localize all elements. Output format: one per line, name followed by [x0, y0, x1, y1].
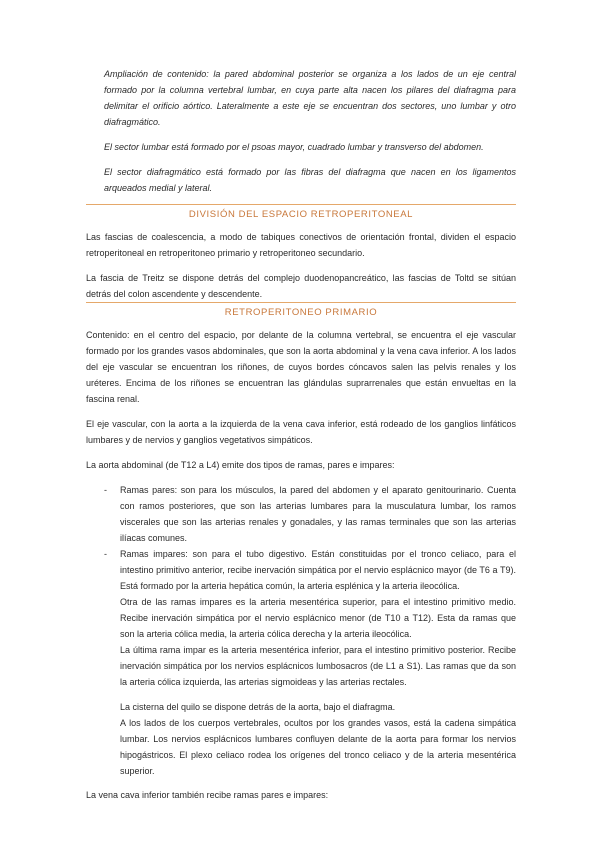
- list-item-text: Ramas impares: son para el tubo digestivo. Están constituidas por el tronco celiaco, para el intestino primitivo anterior, recibe inervación simpática por el nervio esplácnico mayor (de T6 a T9). Está formado por la arteria hepática común, la arteria esplénica y la arteria ileocólica.: [120, 549, 516, 591]
- intro-paragraph: Ampliación de contenido: la pared abdominal posterior se organiza a los lados de un eje central formado por la columna vertebral lumbar, en cuya parte alta nacen los pilares del diafragma para delimitar el orificio aórtico. Lateralmente a este eje se encuentran dos sectores, uno lumbar y otro diafragmático.: [104, 69, 516, 127]
- ramas-list: [86, 482, 516, 779]
- body-paragraph: La vena cava inferior también recibe ramas pares e impares:: [86, 790, 329, 800]
- list-item-text: A los lados de los cuerpos vertebrales, ocultos por los grandes vasos, está la cadena simpática lumbar. Los nervios esplácnicos lumbares confluyen delante de la aorta para formar los nervios hipogástricos. El plexo celiaco rodea los orígenes del tronco celiaco y de la arteria mesentérica superior.: [120, 718, 516, 776]
- bullet-dash: -: [104, 485, 107, 495]
- list-item-text: La cisterna del quilo se dispone detrás de la aorta, bajo el diafragma.: [120, 702, 396, 712]
- intro-block: [104, 66, 516, 205]
- body-paragraph: La fascia de Treitz se dispone detrás del complejo duodenopancreático, las fascias de Toltd se sitúan detrás del colon ascendente y descendente.: [86, 273, 516, 299]
- intro-paragraph: El sector diafragmático está formado por las fibras del diafragma que nacen en los ligamentos arqueados medial y lateral.: [104, 167, 516, 193]
- list-item: [86, 546, 516, 779]
- body-paragraph: La aorta abdominal (de T12 a L4) emite dos tipos de ramas, pares e impares:: [86, 460, 395, 470]
- division-section: [86, 204, 516, 311]
- list-item: [86, 482, 516, 546]
- body-paragraph: Contenido: en el centro del espacio, por delante de la columna vertebral, se encuentra el eje vascular formado por los grandes vasos abdominales, que son la aorta abdominal y la vena cava inferior. A los lados del eje vascular se encuentran los riñones, de cuyos bordes cóncavos salen las pelvis renales y los uréteres. Encima de los riñones se encuentran las glándulas suprarrenales que están envueltas en la fascina renal.: [86, 330, 516, 404]
- intro-paragraph: El sector lumbar está formado por el psoas mayor, cuadrado lumbar y transverso del abdomen.: [104, 142, 484, 152]
- primario-section: [86, 302, 516, 812]
- bullet-dash: -: [104, 549, 107, 559]
- section-heading: DIVISIÓN DEL ESPACIO RETROPERITONEAL: [86, 204, 516, 223]
- list-item-text: Otra de las ramas impares es la arteria mesentérica superior, para el intestino primitivo medio. Recibe inervación simpática por el nervio esplácnico menor (de T10 a T12). Esta da ramas que son la arteria cólica media, la arteria cólica derecha y la arteria ileocólica.: [120, 597, 516, 639]
- list-item-text: Ramas pares: son para los músculos, la pared del abdomen y el aparato genitourinario. Cuenta con ramos posteriores, que son las arterias lumbares para la musculatura lumbar, los ramos viscerales que son las arterias renales y gonadales, y las ramas terminales que son las arterias ilíacas comunes.: [120, 485, 516, 543]
- list-item-text: La última rama impar es la arteria mesentérica inferior, para el intestino primitivo posterior. Recibe inervación simpática por los nervios esplácnicos lumbosacros (de L1 a S1). Las ramas que da son la arteria cólica izquierda, las arterias sigmoideas y las arterias rectales.: [120, 645, 516, 687]
- body-paragraph: Las fascias de coalescencia, a modo de tabiques conectivos de orientación frontal, dividen el espacio retroperitoneal en retroperitoneo primario y retroperitoneo secundario.: [86, 232, 516, 258]
- section-heading: RETROPERITONEO PRIMARIO: [86, 302, 516, 321]
- body-paragraph: El eje vascular, con la aorta a la izquierda de la vena cava inferior, está rodeado de los ganglios linfáticos lumbares y de nervios y ganglios vegetativos simpáticos.: [86, 419, 516, 445]
